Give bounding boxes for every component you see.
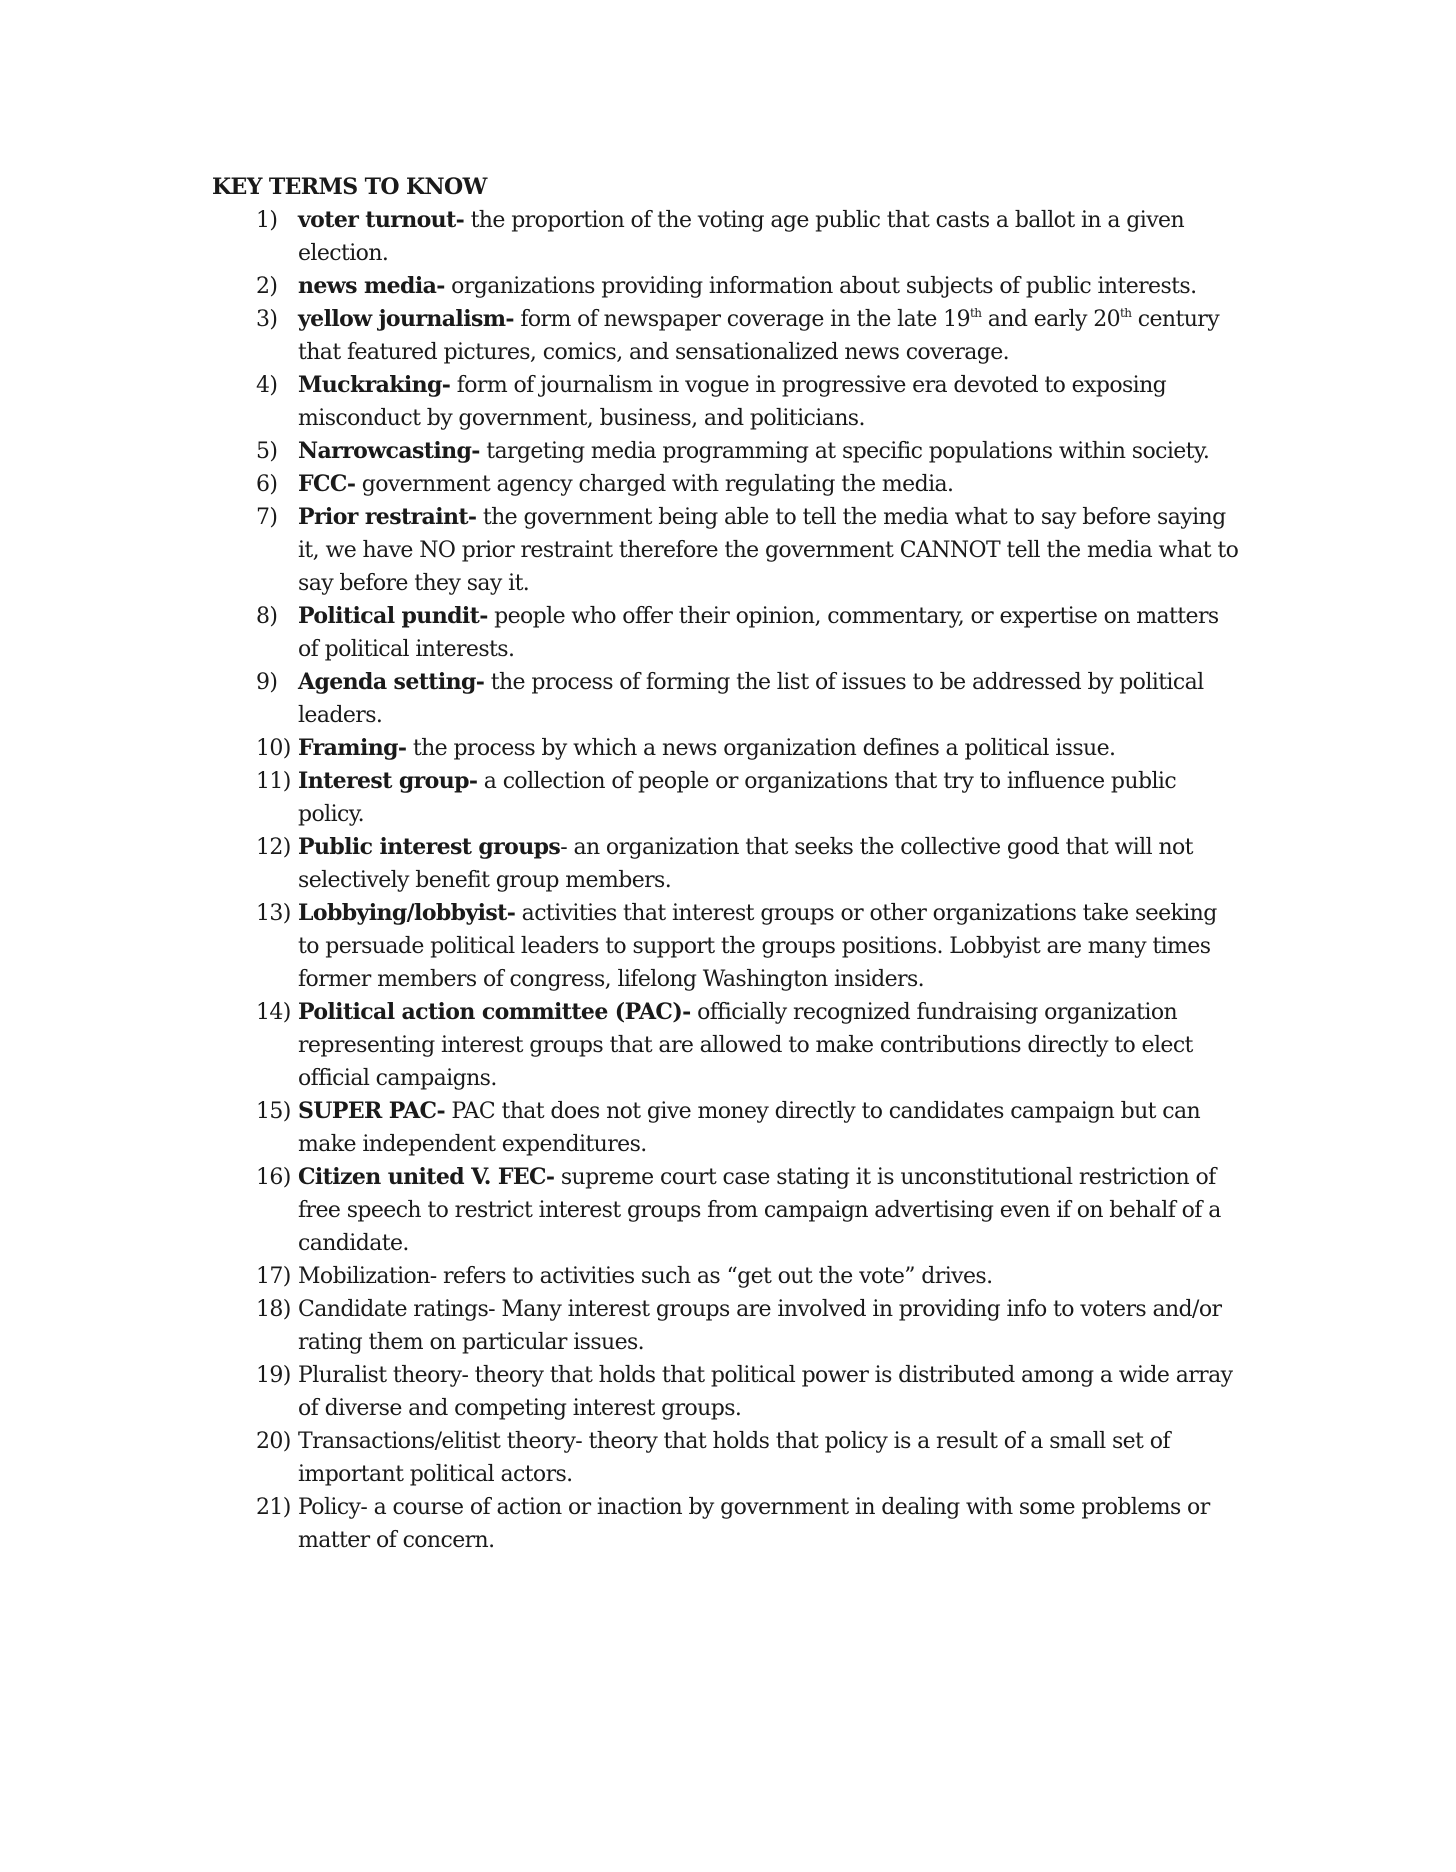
term-name: Public interest groups bbox=[298, 834, 561, 860]
item-number: 1) bbox=[256, 208, 278, 233]
term-definition: government agency charged with regulating the media. bbox=[355, 472, 954, 497]
term-definition: activities that interest groups or other organizations take seeking to persuade political leaders to support the groups positions. Lobbyist are many times former members of congress, lifelong Washington insiders. bbox=[298, 901, 1217, 992]
item-number: 4) bbox=[256, 373, 278, 398]
list-item bbox=[212, 501, 1242, 600]
term-name: Muckraking- bbox=[298, 372, 451, 398]
term-definition: people who offer their opinion, commentary, or expertise on matters of political interests. bbox=[298, 604, 1219, 662]
term-name: Narrowcasting- bbox=[298, 438, 480, 464]
term-name: FCC- bbox=[298, 471, 356, 497]
item-number: 19) bbox=[256, 1363, 291, 1388]
term-name: Political action committee (PAC)- bbox=[298, 999, 691, 1025]
term-name: Citizen united V. FEC- bbox=[298, 1164, 555, 1190]
term-definition: the government being able to tell the media what to say before saying it, we have NO prior restraint therefore the government CANNOT tell the media what to say before they say it. bbox=[298, 505, 1239, 596]
term-name: Prior restraint- bbox=[298, 504, 477, 530]
item-number: 8) bbox=[256, 604, 278, 629]
list-item bbox=[212, 1095, 1242, 1161]
list-item bbox=[212, 303, 1242, 369]
term-definition: the process by which a news organization defines a political issue. bbox=[406, 736, 1116, 761]
term-definition: targeting media programming at specific populations within society. bbox=[479, 439, 1210, 464]
term-definition: PAC that does not give money directly to candidates campaign but can make independent expenditures. bbox=[298, 1099, 1201, 1157]
document-heading: KEY TERMS TO KNOW bbox=[212, 174, 487, 200]
item-number: 6) bbox=[256, 472, 278, 497]
term-definition: the process of forming the list of issues to be addressed by political leaders. bbox=[298, 670, 1204, 728]
item-number: 14) bbox=[256, 1000, 291, 1025]
list-item bbox=[212, 996, 1242, 1095]
term-definition-part: form of newspaper coverage in the late 19 bbox=[513, 307, 970, 332]
term-name: Agenda setting- bbox=[298, 669, 485, 695]
item-number: 20) bbox=[256, 1429, 291, 1454]
term-text: Policy- a course of action or inaction by government in dealing with some problems or matter of concern. bbox=[298, 1495, 1210, 1553]
item-number: 3) bbox=[256, 307, 278, 332]
term-definition: supreme court case stating it is unconstitutional restriction of free speech to restrict interest groups from campaign advertising even if on behalf of a candidate. bbox=[298, 1165, 1221, 1256]
list-item bbox=[212, 1260, 1242, 1293]
term-text: Transactions/elitist theory- theory that holds that policy is a result of a small set of important political actors. bbox=[298, 1429, 1170, 1487]
list-item bbox=[212, 468, 1242, 501]
item-number: 11) bbox=[256, 769, 291, 794]
term-definition: organizations providing information about subjects of public interests. bbox=[444, 274, 1197, 299]
list-item bbox=[212, 1359, 1242, 1425]
list-item bbox=[212, 270, 1242, 303]
item-number: 10) bbox=[256, 736, 291, 761]
list-item bbox=[212, 1425, 1242, 1491]
item-number: 9) bbox=[256, 670, 278, 695]
term-name: Lobbying/lobbyist- bbox=[298, 900, 516, 926]
term-name: voter turnout- bbox=[298, 207, 465, 233]
superscript: th bbox=[1120, 306, 1132, 320]
term-name: SUPER PAC- bbox=[298, 1098, 445, 1124]
term-text: Candidate ratings- Many interest groups are involved in providing info to voters and/or rating them on particular issues. bbox=[298, 1297, 1222, 1355]
list-item bbox=[212, 765, 1242, 831]
term-name: Framing- bbox=[298, 735, 407, 761]
term-definition: - an organization that seeks the collective good that will not selectively benefit group members. bbox=[298, 835, 1193, 893]
item-number: 7) bbox=[256, 505, 278, 530]
item-number: 12) bbox=[256, 835, 291, 860]
term-definition: the proportion of the voting age public that casts a ballot in a given election. bbox=[298, 208, 1185, 266]
item-number: 13) bbox=[256, 901, 291, 926]
item-number: 15) bbox=[256, 1099, 291, 1124]
list-item bbox=[212, 897, 1242, 996]
list-item bbox=[212, 732, 1242, 765]
document-page bbox=[212, 170, 1242, 1557]
item-number: 2) bbox=[256, 274, 278, 299]
list-item bbox=[212, 435, 1242, 468]
term-name: Political pundit- bbox=[298, 603, 488, 629]
item-number: 5) bbox=[256, 439, 278, 464]
term-definition: form of journalism in vogue in progressive era devoted to exposing misconduct by government, business, and politicians. bbox=[298, 373, 1167, 431]
term-definition: a collection of people or organizations that try to influence public policy. bbox=[298, 769, 1177, 827]
item-number: 16) bbox=[256, 1165, 291, 1190]
term-definition-part: and early 20 bbox=[981, 307, 1121, 332]
item-number: 18) bbox=[256, 1297, 291, 1322]
list-item bbox=[212, 1293, 1242, 1359]
term-name: Interest group- bbox=[298, 768, 478, 794]
term-name: yellow journalism- bbox=[298, 306, 514, 332]
list-item bbox=[212, 1161, 1242, 1260]
list-item bbox=[212, 204, 1242, 270]
item-number: 21) bbox=[256, 1495, 291, 1520]
list-item bbox=[212, 1491, 1242, 1557]
list-item bbox=[212, 369, 1242, 435]
term-name: news media- bbox=[298, 273, 445, 299]
list-item bbox=[212, 666, 1242, 732]
term-text: Mobilization- refers to activities such as “get out the vote” drives. bbox=[298, 1264, 993, 1289]
term-definition: officially recognized fundraising organization representing interest groups that are allowed to make contributions directly to elect official campaigns. bbox=[298, 1000, 1193, 1091]
key-terms-list bbox=[212, 204, 1242, 1557]
term-text: Pluralist theory- theory that holds that political power is distributed among a wide array of diverse and competing interest groups. bbox=[298, 1363, 1233, 1421]
term-definition-part: century that featured pictures, comics, and sensationalized news coverage. bbox=[298, 307, 1220, 365]
superscript: th bbox=[969, 306, 982, 320]
list-item bbox=[212, 831, 1242, 897]
item-number: 17) bbox=[256, 1264, 291, 1289]
list-item bbox=[212, 600, 1242, 666]
